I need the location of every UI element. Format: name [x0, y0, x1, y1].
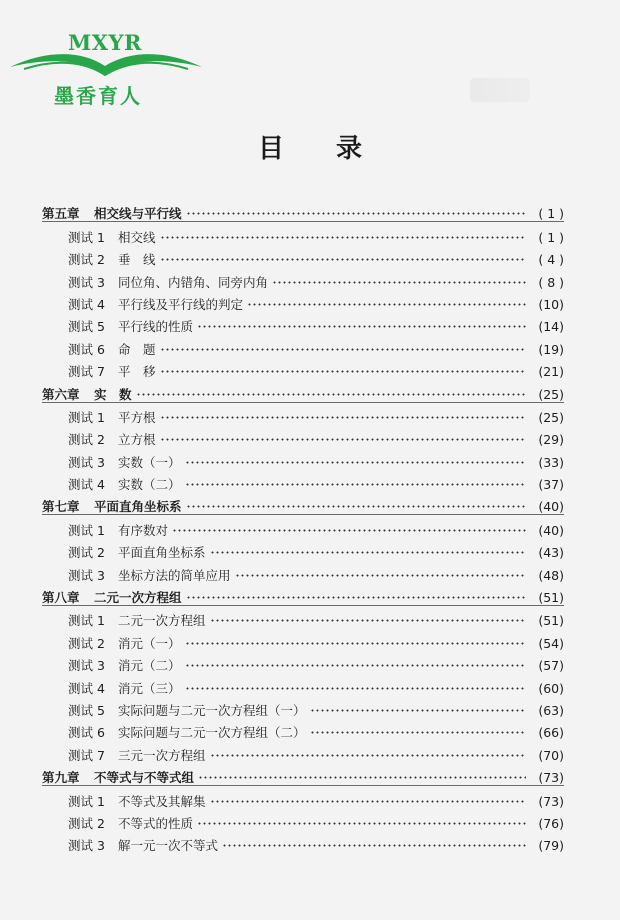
- toc-test-row[interactable]: [42, 740, 564, 762]
- toc-entry-title: 有序数对: [118, 522, 169, 538]
- dot-leader: [186, 589, 526, 604]
- bleed-through-mark: [470, 78, 530, 102]
- toc-entry-number: 第九章: [42, 770, 80, 786]
- toc-test-row[interactable]: [42, 403, 564, 425]
- toc-entry-number: 第六章: [42, 386, 80, 402]
- toc-entry-title: 相交线与平行线: [94, 206, 182, 222]
- toc-page-number: (48): [538, 567, 564, 583]
- dot-leader: [247, 296, 526, 311]
- toc-test-row[interactable]: [42, 267, 564, 289]
- toc-entry-number: 第八章: [42, 590, 80, 606]
- dot-leader: [185, 454, 526, 469]
- dot-leader: [222, 837, 526, 852]
- toc-page-number: ( 1 ): [538, 229, 564, 245]
- toc-test-row[interactable]: [42, 425, 564, 447]
- toc-entry-title: 三元一次方程组: [118, 747, 206, 763]
- toc-page-number: (57): [538, 658, 564, 674]
- dot-leader: [235, 567, 526, 582]
- toc-page-number: (40): [538, 522, 564, 538]
- toc-entry-number: 测试 1: [68, 522, 105, 538]
- toc-entry-number: 测试 3: [68, 838, 105, 854]
- toc-test-row[interactable]: [42, 651, 564, 673]
- toc-entry-number: 测试 4: [68, 296, 105, 312]
- dot-leader: [310, 702, 526, 717]
- toc-chapter-row[interactable]: [42, 763, 564, 786]
- dot-leader: [185, 657, 526, 672]
- toc-entry-number: 第七章: [42, 499, 80, 515]
- toc-page-number: (60): [538, 680, 564, 696]
- dot-leader: [310, 724, 526, 739]
- toc-page-number: (29): [538, 432, 564, 448]
- toc-entry-title: 实际问题与二元一次方程组（二）: [118, 725, 306, 741]
- toc-entry-number: 测试 5: [68, 702, 105, 718]
- toc-entry-number: 测试 7: [68, 364, 105, 380]
- toc-test-row[interactable]: [42, 290, 564, 312]
- toc-entry-title: 实数（二）: [118, 477, 181, 493]
- toc-entry-number: 测试 6: [68, 341, 105, 357]
- toc-test-row[interactable]: [42, 470, 564, 492]
- dot-leader: [160, 431, 526, 446]
- toc-entry-number: 第五章: [42, 206, 80, 222]
- toc-page-number: (19): [538, 341, 564, 357]
- toc-page-number: (54): [538, 635, 564, 651]
- toc-entry-title: 命 题: [118, 341, 156, 357]
- toc-page-number: (73): [538, 770, 564, 786]
- dot-leader: [185, 680, 526, 695]
- brand-logo: [6, 28, 206, 108]
- dot-leader: [160, 409, 526, 424]
- dot-leader: [160, 363, 526, 378]
- toc-entry-number: 测试 4: [68, 477, 105, 493]
- toc-chapter-row[interactable]: [42, 492, 564, 515]
- toc-test-row[interactable]: [42, 357, 564, 379]
- dot-leader: [160, 341, 526, 356]
- toc-entry-title: 消元（二）: [118, 658, 181, 674]
- toc-entry-title: 不等式与不等式组: [94, 770, 195, 786]
- toc-page-number: (10): [538, 296, 564, 312]
- page-title: 目录: [257, 134, 414, 164]
- toc-entry-title: 不等式及其解集: [118, 793, 206, 809]
- dot-leader: [210, 793, 526, 808]
- logo-chinese-name: 墨香育人: [54, 84, 142, 108]
- toc-entry-title: 实数（一）: [118, 454, 181, 470]
- toc-entry-title: 平方根: [118, 409, 156, 425]
- toc-page-number: ( 4 ): [538, 252, 564, 268]
- toc-test-row[interactable]: [42, 718, 564, 740]
- dot-leader: [136, 386, 526, 401]
- dot-leader: [160, 229, 526, 244]
- toc-test-row[interactable]: [42, 334, 564, 356]
- toc-page-number: (79): [538, 838, 564, 854]
- toc-page-number: (76): [538, 815, 564, 831]
- toc-test-row[interactable]: [42, 245, 564, 267]
- toc-page-number: (73): [538, 793, 564, 809]
- toc-entry-number: 测试 7: [68, 747, 105, 763]
- toc-page-number: (40): [538, 499, 564, 515]
- toc-entry-number: 测试 3: [68, 274, 105, 290]
- toc-test-row[interactable]: [42, 628, 564, 650]
- dot-leader: [272, 274, 526, 289]
- logo-wordmark: MXYR: [68, 30, 142, 55]
- toc-page-number: (51): [538, 613, 564, 629]
- toc-page-number: (43): [538, 545, 564, 561]
- toc-test-row[interactable]: [42, 606, 564, 628]
- toc-test-row[interactable]: [42, 560, 564, 582]
- toc-entry-number: 测试 2: [68, 252, 105, 268]
- toc-entry-title: 相交线: [118, 229, 156, 245]
- toc-entry-number: 测试 1: [68, 793, 105, 809]
- dot-leader: [160, 251, 526, 266]
- toc-test-row[interactable]: [42, 831, 564, 853]
- table-of-contents: [42, 199, 564, 853]
- toc-page-number: (37): [538, 477, 564, 493]
- toc-test-row[interactable]: [42, 447, 564, 469]
- toc-entry-title: 平行线及平行线的判定: [118, 296, 244, 312]
- dot-leader: [198, 769, 526, 784]
- dot-leader: [172, 522, 526, 537]
- toc-chapter-row[interactable]: [42, 199, 564, 222]
- toc-entry-number: 测试 6: [68, 725, 105, 741]
- dot-leader: [186, 205, 526, 220]
- toc-entry-number: 测试 4: [68, 680, 105, 696]
- toc-entry-number: 测试 2: [68, 432, 105, 448]
- toc-entry-title: 垂 线: [118, 252, 156, 268]
- toc-page-number: (21): [538, 364, 564, 380]
- toc-page-number: (51): [538, 590, 564, 606]
- toc-entry-title: 不等式的性质: [118, 815, 194, 831]
- toc-entry-number: 测试 1: [68, 613, 105, 629]
- toc-entry-title: 解一元一次不等式: [118, 838, 219, 854]
- dot-leader: [185, 635, 526, 650]
- toc-chapter-row[interactable]: [42, 583, 564, 606]
- toc-page-number: (66): [538, 725, 564, 741]
- dot-leader: [210, 544, 526, 559]
- toc-entry-title: 平行线的性质: [118, 319, 194, 335]
- toc-page-number: (25): [538, 409, 564, 425]
- toc-page-number: (33): [538, 454, 564, 470]
- toc-entry-number: 测试 3: [68, 454, 105, 470]
- toc-entry-title: 二元一次方程组: [118, 613, 206, 629]
- dot-leader: [186, 498, 526, 513]
- toc-entry-number: 测试 3: [68, 658, 105, 674]
- toc-entry-title: 消元（三）: [118, 680, 181, 696]
- toc-test-row[interactable]: [42, 538, 564, 560]
- toc-entry-title: 同位角、内错角、同旁内角: [118, 274, 269, 290]
- toc-entry-title: 坐标方法的简单应用: [118, 567, 231, 583]
- toc-entry-title: 二元一次方程组: [94, 590, 182, 606]
- toc-entry-title: 平 移: [118, 364, 156, 380]
- toc-page-number: (14): [538, 319, 564, 335]
- toc-entry-number: 测试 2: [68, 815, 105, 831]
- toc-entry-number: 测试 2: [68, 545, 105, 561]
- toc-test-row[interactable]: [42, 222, 564, 244]
- toc-test-row[interactable]: [42, 673, 564, 695]
- toc-entry-title: 消元（一）: [118, 635, 181, 651]
- toc-page-number: ( 8 ): [538, 274, 564, 290]
- dot-leader: [210, 747, 526, 762]
- toc-entry-title: 平面直角坐标系: [118, 545, 206, 561]
- toc-entry-number: 测试 1: [68, 409, 105, 425]
- toc-entry-title: 实 数: [94, 386, 132, 402]
- toc-chapter-row[interactable]: [42, 379, 564, 402]
- toc-entry-number: 测试 1: [68, 229, 105, 245]
- toc-entry-title: 平面直角坐标系: [94, 499, 182, 515]
- dot-leader: [197, 815, 526, 830]
- toc-entry-number: 测试 3: [68, 567, 105, 583]
- dot-leader: [210, 612, 526, 627]
- toc-page-number: (25): [538, 386, 564, 402]
- toc-test-row[interactable]: [42, 786, 564, 808]
- toc-entry-number: 测试 2: [68, 635, 105, 651]
- toc-entry-number: 测试 5: [68, 319, 105, 335]
- toc-test-row[interactable]: [42, 515, 564, 537]
- toc-page-number: (70): [538, 747, 564, 763]
- toc-test-row[interactable]: [42, 312, 564, 334]
- toc-page-number: (63): [538, 702, 564, 718]
- toc-entry-title: 立方根: [118, 432, 156, 448]
- toc-test-row[interactable]: [42, 809, 564, 831]
- toc-test-row[interactable]: [42, 696, 564, 718]
- toc-page-number: ( 1 ): [538, 206, 564, 222]
- dot-leader: [185, 476, 526, 491]
- dot-leader: [197, 318, 526, 333]
- toc-entry-title: 实际问题与二元一次方程组（一）: [118, 702, 306, 718]
